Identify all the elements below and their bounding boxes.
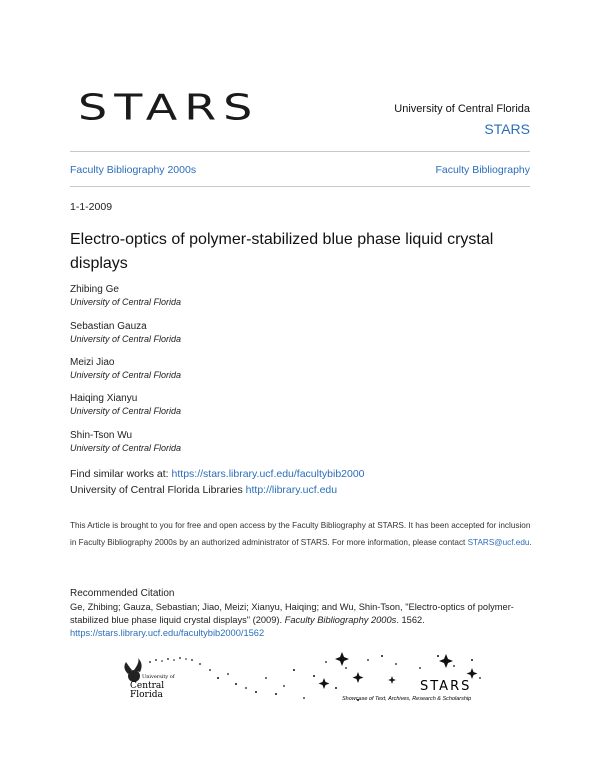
author-affiliation: University of Central Florida xyxy=(70,334,182,344)
citation-link[interactable]: https://stars.library.ucf.edu/facultybib2000/1562 xyxy=(70,628,265,638)
author-affiliation: University of Central Florida xyxy=(70,406,182,416)
find-similar-label: Find similar works at: xyxy=(70,468,172,480)
citation-authors: Ge, Zhibing; Gauza, Sebastian; Jiao, Meizi; Xianyu, Haiqing; and Wu, Shin-Tson, "Electro-optics of polymer-stabilized blue phase liquid crystal displays" (2009). xyxy=(70,602,514,625)
author-affiliation: University of Central Florida xyxy=(70,443,182,453)
find-similar-link[interactable]: https://stars.library.ucf.edu/facultybib2000 xyxy=(171,468,365,480)
author-name: Shin-Tson Wu xyxy=(70,430,133,441)
find-similar xyxy=(70,468,365,480)
notice-text: This Article is brought to you for free and open access by the Faculty Bibliography at STARS. It has been accepted for inclusion in Faculty Bibliography 2000s by an authorized administrator of STARS. For more information, please contact xyxy=(70,521,531,547)
stars-link[interactable]: STARS xyxy=(484,121,530,137)
ucf-florida-text: Florida xyxy=(130,690,163,700)
author-name: Haiqing Xianyu xyxy=(70,393,138,404)
ucf-small-text: University of xyxy=(142,674,175,680)
author-name: Meizi Jiao xyxy=(70,357,115,368)
contact-email-link[interactable]: STARS@ucf.edu xyxy=(467,538,530,547)
author-name: Zhibing Ge xyxy=(70,284,119,295)
author-affiliation: University of Central Florida xyxy=(70,297,182,307)
libraries-link[interactable]: http://library.ucf.edu xyxy=(245,484,338,496)
footer-tagline: Showcase of Text, Archives, Research & Scholarship xyxy=(342,696,472,702)
stars-logo: STARS xyxy=(78,86,260,129)
ucf-pegasus-icon xyxy=(124,658,141,682)
author-affiliation: University of Central Florida xyxy=(70,370,182,380)
divider-nav xyxy=(70,186,530,187)
citation-number: . 1562. xyxy=(396,615,425,625)
article-title: Electro-optics of polymer-stabilized blue phase liquid crystal displays xyxy=(70,231,494,272)
author-name: Sebastian Gauza xyxy=(70,321,147,332)
footer-stars-logo: STARS xyxy=(420,679,472,694)
university-name: University of Central Florida xyxy=(394,103,530,115)
footer-logos xyxy=(120,648,500,708)
notice-text-end: . xyxy=(529,538,532,547)
citation-heading: Recommended Citation xyxy=(70,588,175,599)
citation-journal: Faculty Bibliography 2000s xyxy=(284,615,397,625)
parent-collection-link[interactable]: Faculty Bibliography xyxy=(435,164,530,176)
divider-top xyxy=(70,151,530,152)
ucf-central-text: Central xyxy=(130,681,165,691)
collection-link[interactable]: Faculty Bibliography 2000s xyxy=(70,164,197,176)
libraries-line xyxy=(70,484,337,496)
citation-text xyxy=(70,601,535,640)
access-notice xyxy=(70,517,535,551)
libraries-label: University of Central Florida Libraries xyxy=(70,484,246,496)
publication-date: 1-1-2009 xyxy=(70,201,113,213)
